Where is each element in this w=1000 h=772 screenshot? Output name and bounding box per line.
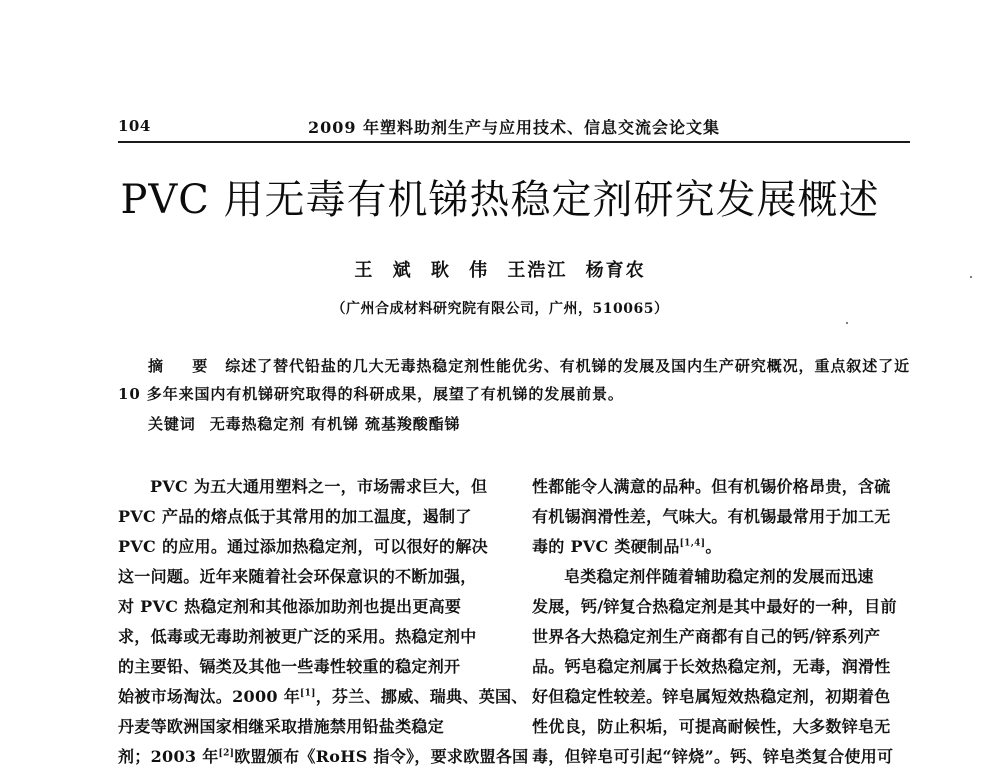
page-number: 104 bbox=[118, 117, 151, 135]
body-column-right bbox=[532, 472, 908, 772]
body-text: ，芬兰、挪威、瑞典、英国、 bbox=[315, 687, 528, 706]
body-text: 欧盟颁布《RoHS 指令》，要求欧盟各国 bbox=[234, 747, 529, 766]
body-text: 毒的 PVC 类硬制品 bbox=[532, 537, 680, 556]
scan-speck bbox=[970, 276, 972, 278]
body-line: 品。钙皂稳定剂属于长效热稳定剂，无毒，润滑性 bbox=[532, 657, 891, 676]
keywords-label: 关键词 bbox=[148, 415, 196, 433]
body-line bbox=[118, 742, 529, 772]
abstract-label: 摘 要 bbox=[148, 357, 220, 375]
body-line: 这一问题。近年来随着社会环保意识的不断加强， bbox=[118, 567, 477, 586]
body-line: 性优良，防止积垢，可提高耐候性，大多数锌皂无 bbox=[532, 717, 891, 736]
body-line: PVC 的应用。通过添加热稳定剂，可以很好的解决 bbox=[118, 537, 488, 556]
body-line bbox=[118, 682, 528, 712]
authors: 王 斌 耿 伟 王浩江 杨育农 bbox=[354, 260, 646, 281]
body-line: 皂类稳定剂伴随着辅助稳定剂的发展而迅速 bbox=[564, 567, 874, 586]
body-line: 的主要铅、镉类及其他一些毒性较重的稳定剂开 bbox=[118, 657, 461, 676]
page-header bbox=[118, 109, 910, 143]
body-line: PVC 为五大通用塑料之一，市场需求巨大，但 bbox=[150, 477, 488, 496]
body-line: 发展，钙/锌复合热稳定剂是其中最好的一种，目前 bbox=[532, 597, 897, 616]
body-line: 好但稳定性较差。锌皂属短效热稳定剂，初期着色 bbox=[532, 687, 891, 706]
keywords-text: 无毒热稳定剂 有机锑 巯基羧酸酯锑 bbox=[209, 415, 461, 433]
affiliation: （广州合成材料研究院有限公司，广州，510065） bbox=[331, 301, 669, 317]
body-line: 世界各大热稳定剂生产商都有自己的钙/锌系列产 bbox=[532, 627, 881, 646]
body-line: 求，低毒或无毒助剂被更广泛的采用。热稳定剂中 bbox=[118, 627, 477, 646]
scan-speck bbox=[846, 322, 848, 324]
body-line: 丹麦等欧洲国家相继采取措施禁用铅盐类稳定 bbox=[118, 717, 445, 736]
citation-ref: [2] bbox=[218, 748, 235, 759]
abstract bbox=[118, 352, 910, 408]
body-text: 始被市场淘汰。2000 年 bbox=[118, 687, 301, 706]
running-title: 2009 年塑料助剂生产与应用技术、信息交流会论文集 bbox=[307, 118, 721, 137]
body-line: PVC 产品的熔点低于其常用的加工温度，遏制了 bbox=[118, 507, 472, 526]
citation-ref: [1] bbox=[300, 688, 316, 699]
body-line: 毒，但锌皂可引起“锌烧”。钙、锌皂类复合使用可 bbox=[532, 747, 894, 766]
body-line: 对 PVC 热稳定剂和其他添加助剂也提出更高要 bbox=[118, 597, 462, 616]
body-line: 有机锡润滑性差，气味大。有机锡最常用于加工无 bbox=[532, 507, 891, 526]
body-column-left bbox=[118, 472, 529, 772]
body-text: 剂；2003 年 bbox=[118, 747, 219, 766]
abstract-text: 综述了替代铅盐的几大无毒热稳定剂性能优劣、有机锑的发展及国内生产研究概况，重点叙述了近 10 多年来国内有机锑研究取得的科研成果，展望了有机锑的发展前景。 bbox=[118, 357, 910, 403]
body-line bbox=[532, 532, 908, 562]
paper-title: PVC 用无毒有机锑热稳定剂研究发展概述 bbox=[120, 177, 880, 223]
body-text: 。 bbox=[705, 537, 722, 556]
body-line: 性都能令人满意的品种。但有机锡价格昂贵，含硫 bbox=[532, 477, 891, 496]
keywords bbox=[148, 410, 908, 438]
citation-ref: [1,4] bbox=[679, 538, 706, 549]
